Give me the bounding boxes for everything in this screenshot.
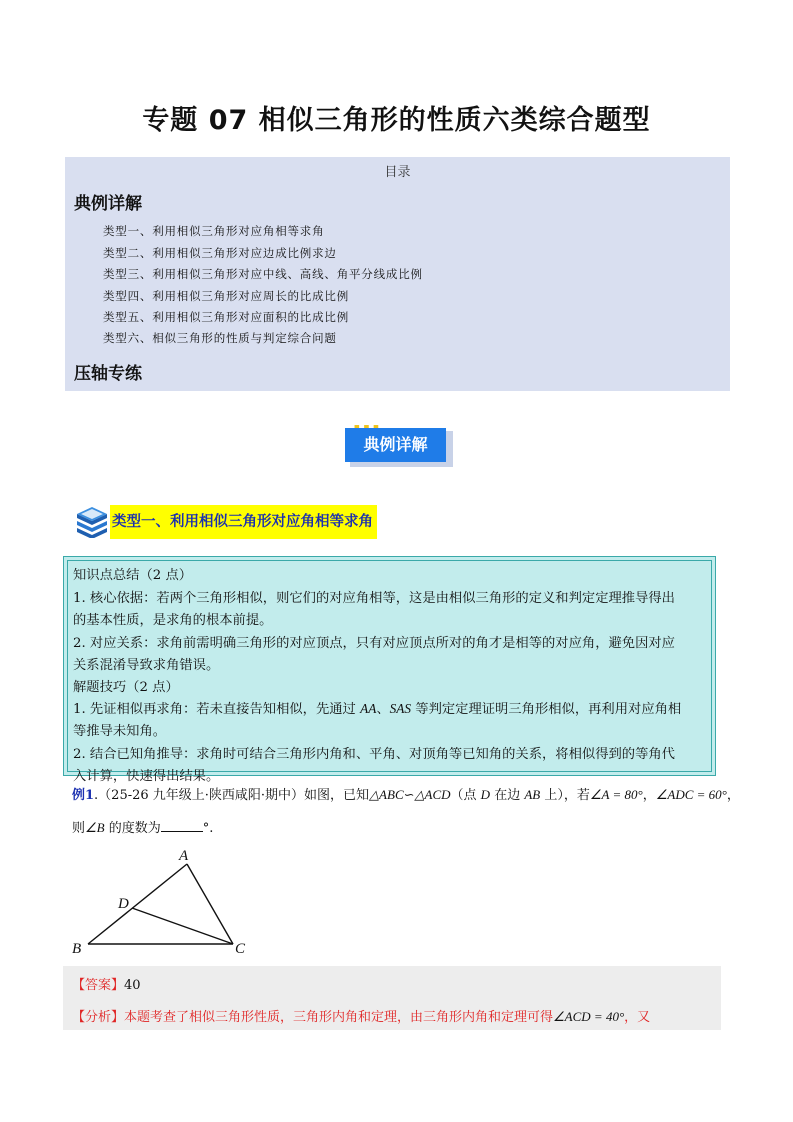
question-b: 的度数为 bbox=[104, 821, 161, 836]
label-b: B bbox=[72, 941, 82, 957]
segment-dc bbox=[132, 908, 233, 944]
knowledge-line-3: 的基本性质，是求角的根本前提。 bbox=[73, 613, 273, 628]
analysis-line bbox=[72, 1006, 650, 1025]
knowledge-line-2: 1. 核心依据：若两个三角形相似，则它们的对应角相等，这是由相似三角形的定义和判定定理推导得出 bbox=[73, 591, 675, 606]
tip-one-sas: SAS bbox=[389, 701, 412, 716]
table-of-contents bbox=[65, 157, 730, 391]
example-question-2 bbox=[72, 817, 213, 836]
similar-symbol: ∽ bbox=[403, 788, 415, 803]
toc-item-2[interactable]: 类型二、利用相似三角形对应边成比例求边 bbox=[103, 246, 337, 260]
answer-line bbox=[72, 974, 141, 993]
toc-item-4[interactable]: 类型四、利用相似三角形对应周长的比成比例 bbox=[103, 289, 349, 303]
toc-item-5[interactable]: 类型五、利用相似三角形对应面积的比成比例 bbox=[103, 310, 349, 324]
side-ab: AB bbox=[524, 787, 541, 802]
example-number: 例1 bbox=[72, 788, 95, 803]
knowledge-summary-box bbox=[63, 556, 716, 784]
toc-section-exercises[interactable]: 压轴专练 bbox=[74, 364, 142, 384]
page-title: 专题 07 相似三角形的性质六类综合题型 bbox=[142, 105, 651, 136]
analysis-math: ∠ACD = 40° bbox=[553, 1009, 625, 1024]
tip-one-text-b: 等判定定理证明三角形相似，再利用对应角相 bbox=[411, 702, 682, 717]
knowledge-line-1: 知识点总结（2 点） bbox=[73, 568, 193, 583]
question-c: °. bbox=[202, 821, 214, 836]
toc-item-3[interactable]: 类型三、利用相似三角形对应中线、高线、角平分线成比例 bbox=[103, 267, 423, 281]
example-paren-a: （点 bbox=[450, 788, 481, 803]
books-icon bbox=[74, 502, 110, 538]
tip-one-text-a: 1. 先证相似再求角：若未直接告知相似，先通过 bbox=[73, 702, 361, 717]
label-a: A bbox=[179, 848, 189, 864]
analysis-text: 本题考查了相似三角形性质，三角形内角和定理，由三角形内角和定理可得 bbox=[124, 1010, 554, 1025]
tip-one-line bbox=[73, 698, 681, 717]
angle-a: ∠A = 80° bbox=[589, 787, 643, 802]
tip-two-line-2: 入计算，快速得出结果。 bbox=[73, 769, 220, 784]
answer-tag: 【答案】 bbox=[72, 978, 125, 993]
question-a: 则 bbox=[72, 821, 86, 836]
tip-one-sep: 、 bbox=[376, 702, 390, 717]
toc-item-6[interactable]: 类型六、相似三角形的性质与判定综合问题 bbox=[103, 331, 337, 345]
triangle-abc: △ABC bbox=[369, 787, 404, 802]
example-comma-2: ， bbox=[726, 788, 740, 803]
triangle-acd: △ACD bbox=[414, 787, 451, 802]
example-paren-c: 上），若 bbox=[540, 788, 590, 803]
answer-box bbox=[63, 966, 721, 1030]
type-one-label: 类型一、利用相似三角形对应角相等求角 bbox=[110, 505, 377, 539]
section-banner bbox=[345, 425, 453, 469]
edge-ab bbox=[88, 864, 187, 944]
answer-blank[interactable] bbox=[161, 819, 203, 832]
analysis-tag: 【分析】 bbox=[72, 1010, 125, 1025]
toc-item-1[interactable]: 类型一、利用相似三角形对应角相等求角 bbox=[103, 224, 325, 238]
toc-heading: 目录 bbox=[384, 165, 411, 180]
angle-b: ∠B bbox=[85, 820, 105, 835]
toc-section-examples[interactable]: 典例详解 bbox=[74, 194, 142, 214]
banner-label: 典例详解 bbox=[345, 428, 446, 462]
analysis-end: ，又 bbox=[624, 1010, 651, 1025]
edge-ac bbox=[187, 864, 233, 944]
point-d: D bbox=[480, 787, 491, 802]
example-question bbox=[72, 784, 740, 803]
knowledge-line-6: 解题技巧（2 点） bbox=[73, 680, 179, 695]
angle-adc: ∠ADC = 60° bbox=[655, 787, 727, 802]
answer-value: 40 bbox=[124, 978, 141, 993]
label-c: C bbox=[235, 941, 246, 957]
tip-two-line: 2. 结合已知角推导：求角时可结合三角形内角和、平角、对顶角等已知角的关系，将相似得到的等角代 bbox=[73, 747, 675, 762]
tip-one-aa: AA bbox=[360, 701, 377, 716]
example-paren-b: 在边 bbox=[490, 788, 525, 803]
knowledge-line-5: 关系混淆导致求角错误。 bbox=[73, 658, 220, 673]
example-intro: .（25-26 九年级上·陕西咸阳·期中）如图，已知 bbox=[94, 788, 370, 803]
triangle-figure bbox=[70, 842, 260, 960]
knowledge-line-4: 2. 对应关系：求角前需明确三角形的对应顶点，只有对应顶点所对的角才是相等的对应角，避免因对应 bbox=[73, 636, 675, 651]
tip-one-line-2: 等推导未知角。 bbox=[73, 724, 167, 739]
example-comma: ， bbox=[642, 788, 656, 803]
label-d: D bbox=[118, 896, 129, 912]
